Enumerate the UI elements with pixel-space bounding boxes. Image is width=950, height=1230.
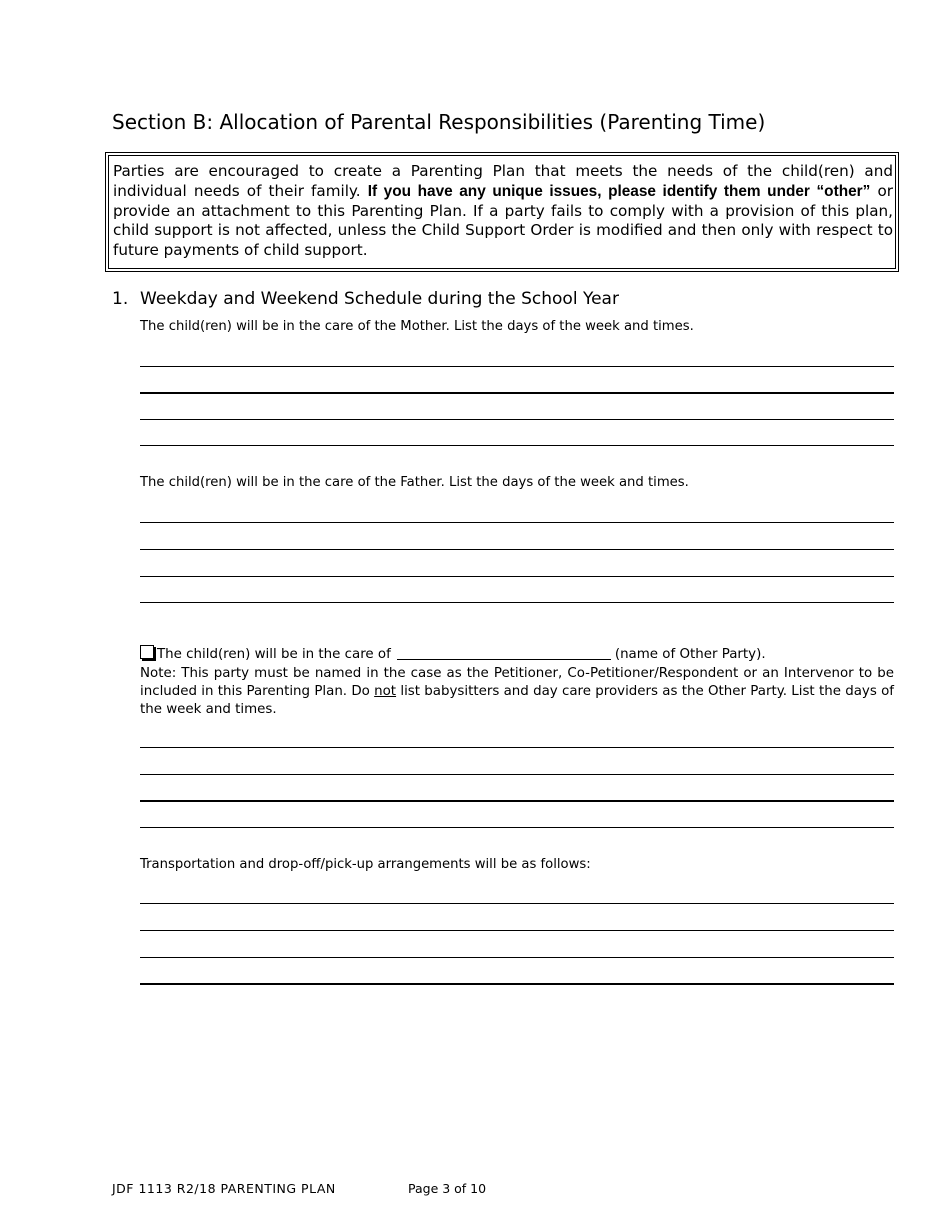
- father-care-label: The child(ren) will be in the care of the Father. List the days of the week and times.: [140, 475, 689, 490]
- transport-line-1[interactable]: [140, 903, 894, 904]
- other-schedule-line-3[interactable]: [140, 800, 894, 802]
- other-schedule-line-2[interactable]: [140, 774, 894, 775]
- footer-form-id: JDF 1113 R2/18 PARENTING PLAN: [112, 1181, 336, 1196]
- note-text-2: list babysitters and day care providers as the Other Party. List the days of the week and times.: [140, 684, 894, 717]
- other-party-prefix: The child(ren) will be in the care of: [157, 647, 391, 662]
- other-party-checkbox[interactable]: [140, 645, 154, 659]
- transport-line-2[interactable]: [140, 930, 894, 931]
- mother-schedule-line-3[interactable]: [140, 419, 894, 420]
- transport-line-3[interactable]: [140, 957, 894, 958]
- other-party-note: [140, 665, 894, 719]
- instructions-text: [113, 162, 893, 261]
- note-not: not: [374, 684, 397, 699]
- father-schedule-line-1[interactable]: [140, 522, 894, 523]
- mother-schedule-line-1[interactable]: [140, 366, 894, 367]
- section-title: Section B: Allocation of Parental Responsibilities (Parenting Time): [112, 110, 766, 134]
- instructions-bold: If you have any unique issues, please identify them under “other”: [367, 182, 871, 200]
- note-text-1: Note: This party must be named in the case as the Petitioner, Co-Petitioner/Respondent or an Intervenor to be included in this Parenting Plan. Do: [140, 666, 894, 699]
- other-party-name-field[interactable]: [397, 646, 611, 660]
- mother-schedule-line-4[interactable]: [140, 445, 894, 446]
- other-schedule-line-1[interactable]: [140, 747, 894, 748]
- transport-label: Transportation and drop-off/pick-up arrangements will be as follows:: [140, 857, 591, 872]
- item-title: Weekday and Weekend Schedule during the School Year: [140, 289, 619, 309]
- mother-care-label: The child(ren) will be in the care of the Mother. List the days of the week and times.: [140, 319, 694, 334]
- father-schedule-line-2[interactable]: [140, 549, 894, 550]
- instructions-text-1: Parties are encouraged to create a Parenting Plan that meets the needs of the child(ren) and individual needs of their family.: [113, 162, 893, 200]
- transport-line-4[interactable]: [140, 983, 894, 985]
- other-schedule-line-4[interactable]: [140, 827, 894, 828]
- instructions-box: [108, 155, 896, 269]
- mother-schedule-line-2[interactable]: [140, 392, 894, 394]
- footer-page-number: Page 3 of 10: [408, 1181, 487, 1196]
- other-party-suffix: (name of Other Party).: [614, 647, 766, 662]
- other-party-row: [140, 645, 766, 662]
- instructions-text-2: or provide an attachment to this Parenting Plan. If a party fails to comply with a provision of this plan, child support is not affected, unless the Child Support Order is modified and then only with respect to future payments of child support.: [113, 181, 894, 260]
- father-schedule-line-4[interactable]: [140, 602, 894, 603]
- father-schedule-line-3[interactable]: [140, 576, 894, 577]
- item-number: 1.: [112, 289, 129, 309]
